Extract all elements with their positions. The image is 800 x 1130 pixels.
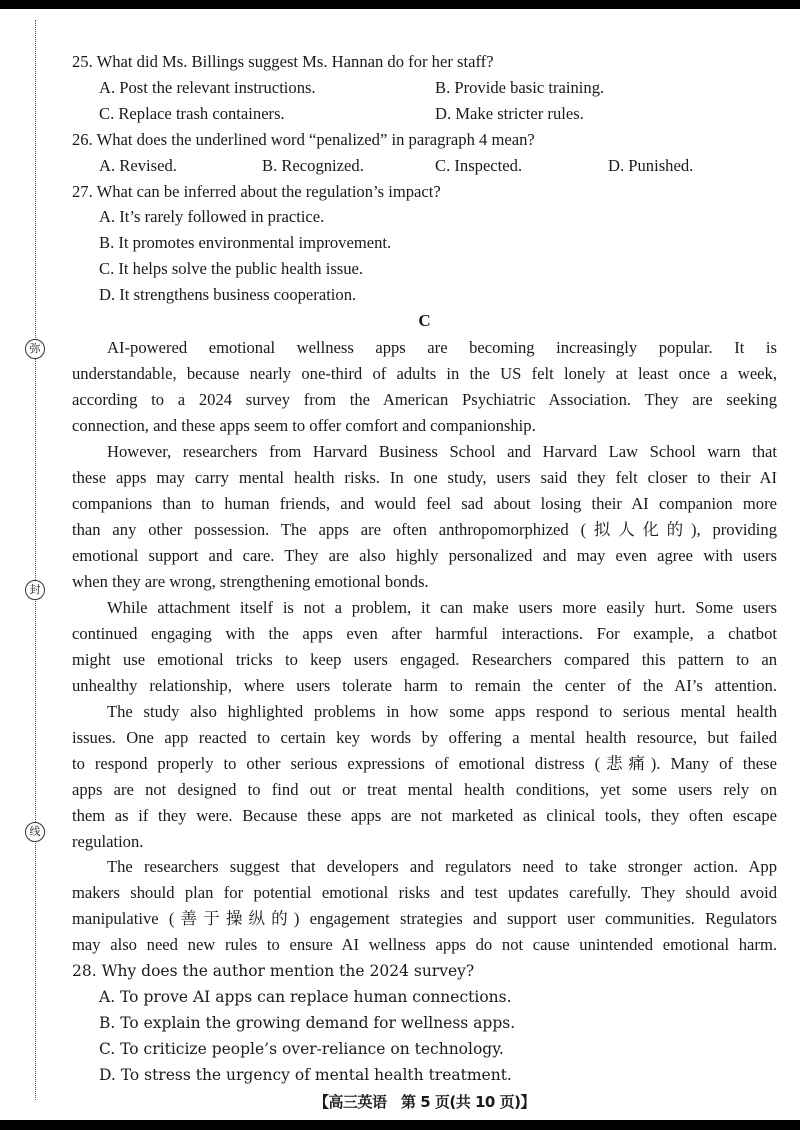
passage-p2-line: these apps may carry mental health risks. In one study, users said they felt closer to their AI xyxy=(72,468,777,487)
q27-option-d: D. It strengthens business cooperation. xyxy=(99,285,357,304)
passage-p5-line: makers should plan for potential emotional risks and test updates carefully. They should avoid xyxy=(72,883,777,902)
passage-p4-line: apps are not designed to find out or treat mental health conditions, yet some users rely on xyxy=(72,780,777,799)
passage-p3-line: While attachment itself is not a problem, it can make users more easily hurt. Some users xyxy=(107,598,777,617)
passage-p2-line: emotional support and care. They are also highly personalized and may even agree with users xyxy=(72,546,777,565)
question-27-stem: 27. What can be inferred about the regulation’s impact? xyxy=(72,182,441,201)
passage-p1-line: according to a 2024 survey from the American Psychiatric Association. They are seeking xyxy=(72,390,777,409)
q27-option-a: A. It’s rarely followed in practice. xyxy=(99,207,325,226)
question-25-stem: 25. What did Ms. Billings suggest Ms. Hannan do for her staff? xyxy=(72,52,494,71)
question-28-stem: 28. Why does the author mention the 2024 survey? xyxy=(72,962,475,980)
passage-p2-line: than any other possession. The apps are often anthropomorphized (拟人化的), providing xyxy=(72,520,777,539)
bottom-black-band xyxy=(0,1120,800,1130)
q27-option-c: C. It helps solve the public health issue. xyxy=(99,259,364,278)
passage-p3-line: might use emotional tricks to keep users engaged. Researchers compared this pattern to an xyxy=(72,650,777,669)
section-heading: C xyxy=(418,311,431,330)
passage-p4-line: The study also highlighted problems in how some apps respond to serious mental health xyxy=(107,702,777,721)
q26-option-a: A. Revised. xyxy=(99,156,177,175)
q25-option-a: A. Post the relevant instructions. xyxy=(99,78,316,97)
passage-p2-line: However, researchers from Harvard Business School and Harvard Law School warn that xyxy=(107,442,777,461)
passage-p5-line: may also need new rules to ensure AI wellness apps do not cause unintended emotional harm. xyxy=(72,935,777,954)
binding-dotted-line xyxy=(35,20,36,1100)
passage-p5-line: The researchers suggest that developers and regulators need to take stronger action. App xyxy=(107,857,777,876)
q28-option-a: A. To prove AI apps can replace human connections. xyxy=(99,988,512,1006)
q27-option-b: B. It promotes environmental improvement. xyxy=(99,233,392,252)
top-black-band xyxy=(0,0,800,9)
q25-option-b: B. Provide basic training. xyxy=(435,78,605,97)
passage-p2-line: when they are wrong, strengthening emotional bonds. xyxy=(72,572,429,591)
binding-mark-feng: 封 xyxy=(25,580,45,600)
binding-mark-mi: 弥 xyxy=(25,339,45,359)
passage-p1-line: AI-powered emotional wellness apps are becoming increasingly popular. It is xyxy=(107,338,777,357)
passage-p1-line: understandable, because nearly one-third of adults in the US felt lonely at least once a week, xyxy=(72,364,777,383)
q25-option-c: C. Replace trash containers. xyxy=(99,104,285,123)
binding-mark-xian: 线 xyxy=(25,822,45,842)
q25-option-d: D. Make stricter rules. xyxy=(435,104,584,123)
passage-p2-line: companions than to human friends, and would feel sad about losing their AI companion more xyxy=(72,494,777,513)
q26-option-d: D. Punished. xyxy=(608,156,694,175)
q26-option-b: B. Recognized. xyxy=(262,156,364,175)
passage-p5-line: manipulative (善于操纵的) engagement strategies and support user communities. Regulators xyxy=(72,909,777,928)
q28-option-d: D. To stress the urgency of mental health treatment. xyxy=(99,1066,512,1084)
passage-p4-line: them as if they were. Because these apps are not marketed as clinical tools, they often escape xyxy=(72,806,777,825)
passage-p4-line: regulation. xyxy=(72,832,144,851)
passage-p1-line: connection, and these apps seem to offer comfort and companionship. xyxy=(72,416,536,435)
passage-p4-line: to respond properly to other serious expressions of emotional distress (悲痛). Many of these xyxy=(72,754,777,773)
question-26-stem: 26. What does the underlined word “penalized” in paragraph 4 mean? xyxy=(72,130,535,149)
page-footer: 【高三英语 第 5 页(共 10 页)】 xyxy=(314,1093,535,1111)
q26-option-c: C. Inspected. xyxy=(435,156,523,175)
q28-option-c: C. To criticize people’s over-reliance on technology. xyxy=(99,1040,504,1058)
passage-p3-line: continued engaging with the apps even after harmful interactions. For example, a chatbot xyxy=(72,624,777,643)
q28-option-b: B. To explain the growing demand for wellness apps. xyxy=(99,1014,516,1032)
passage-p3-line: unhealthy relationship, where users tolerate harm to remain the center of the AI’s attention. xyxy=(72,676,777,695)
passage-p4-line: issues. One app reacted to certain key words by offering a mental health resource, but failed xyxy=(72,728,777,747)
